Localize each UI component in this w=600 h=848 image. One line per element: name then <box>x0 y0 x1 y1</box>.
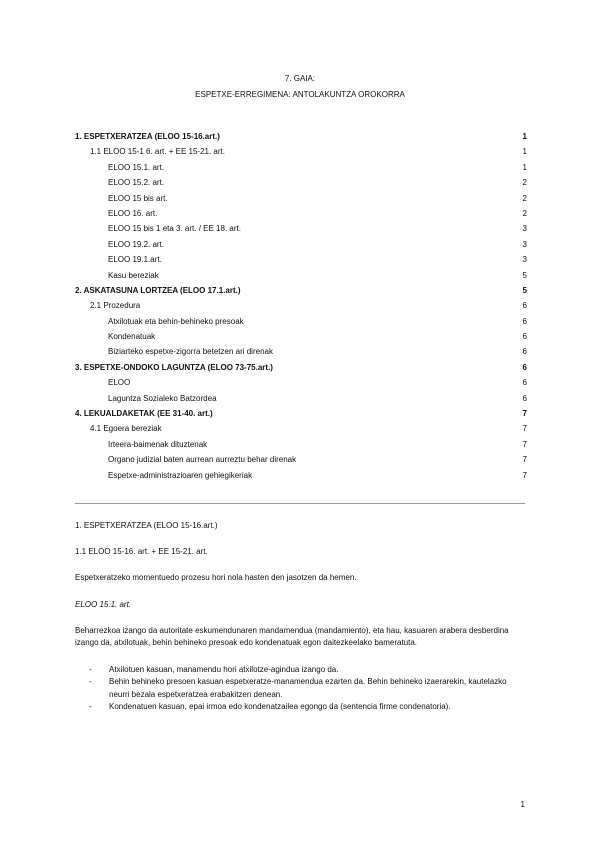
toc-entry[interactable] <box>75 409 527 424</box>
toc-entry-page: 3 <box>522 255 527 265</box>
toc-entry-page: 6 <box>522 362 527 372</box>
toc-entry-title: ELOO 15 bis 1 eta 3. art. / EE 18. art. <box>108 224 241 234</box>
toc-entry-page: 7 <box>522 439 527 449</box>
toc-entry-title: Kondenatuak <box>108 332 156 342</box>
toc-entry[interactable] <box>75 455 527 470</box>
chapter-subtitle: ESPETXE-ERREGIMENA: ANTOLAKUNTZA OROKORRA <box>195 89 405 99</box>
toc-entry-page: 3 <box>522 224 527 234</box>
toc-entry-page: 3 <box>522 239 527 249</box>
toc-entry-title: 3. ESPETXE-ONDOKO LAGUNTZA (ELOO 73-75.art.) <box>75 362 273 372</box>
list-item: - Kondenatuen kasuan, epai irmoa edo kondenatzailea egongo da (sentencia firme condenatoria). <box>75 701 527 713</box>
document-body <box>75 521 527 713</box>
toc-entry-page: 6 <box>522 316 527 326</box>
toc-entry-title: Kasu bereziak <box>108 270 159 280</box>
toc-entry-page: 7 <box>522 424 527 434</box>
toc-entry[interactable] <box>75 209 527 224</box>
toc-entry-title: 1. ESPETXERATZEA (ELOO 15-16.art.) <box>75 132 220 141</box>
toc-entry-title: Organo judizial baten aurrean aurreztu behar direnak <box>108 455 297 465</box>
page-number: 1 <box>520 800 525 809</box>
toc-entry-title: Biziarteko espetxe-zigorra betetzen ari direnak <box>108 347 273 357</box>
toc-entry-title: Irteera-baimenak dituztenak <box>108 439 208 449</box>
toc-entry-page: 7 <box>522 409 527 419</box>
toc-entry-title: 4. LEKUALDAKETAK (EE 31-40. art.) <box>75 409 213 419</box>
toc-entry[interactable] <box>75 471 527 486</box>
toc-entry-page: 1 <box>522 132 527 141</box>
toc-entry-page: 1 <box>522 162 527 172</box>
toc-entry-title: ELOO 19.2. art. <box>108 239 165 249</box>
toc-entry-page: 6 <box>522 301 527 311</box>
toc-entry-title: 2. ASKATASUNA LORTZEA (ELOO 17.1.art.) <box>75 285 241 295</box>
list-item: - Behin behineko presoen kasuan espetxeratze-manamendua ezarten da. Behin behineko izaerarekin, kautelazko neurri bezala espetxeratzea erabakitzen denean. <box>75 676 527 701</box>
article-heading: ELOO 15.1. art. <box>75 599 132 609</box>
toc-entry-page: 5 <box>522 270 527 280</box>
toc-entry[interactable] <box>75 286 527 301</box>
toc-entry[interactable] <box>75 363 527 378</box>
toc-entry[interactable] <box>75 332 527 347</box>
table-of-contents <box>75 132 527 486</box>
body-paragraph: Beharrezkoa izango da autoritate eskumendunaren mandamendua (mandamiento), eta hau, kasuaren arabera desberdina izango da, atxilotuak, behin behineko presoak edo kondenatuak egon daitezkeelako bameratuta. <box>75 625 509 648</box>
bullet-list <box>75 664 527 714</box>
toc-entry[interactable] <box>75 194 527 209</box>
toc-entry-page: 2 <box>522 178 527 188</box>
toc-entry[interactable] <box>75 178 527 193</box>
toc-entry-page: 2 <box>522 193 527 203</box>
toc-entry-page: 6 <box>522 332 527 342</box>
toc-entry-page: 7 <box>522 470 527 480</box>
intro-paragraph: Espetxeratzeko momentuedo prozesu hori nola hasten den jasotzen da hemen. <box>75 573 357 583</box>
toc-entry[interactable] <box>75 224 527 239</box>
toc-entry-title: Atxilotuak eta behin-behineko presoak <box>108 316 244 326</box>
toc-entry-title: ELOO 16. art. <box>108 208 158 218</box>
toc-entry-title: ELOO 19.1.art. <box>108 255 162 265</box>
toc-entry[interactable] <box>75 255 527 270</box>
toc-entry[interactable] <box>75 240 527 255</box>
list-item: - Atxilotuen kasuan, manamendu hori atxilotze-agindua izango da. <box>75 664 527 676</box>
toc-entry-title: Espetxe-administrazioaren gehiegikeriak <box>108 470 253 480</box>
toc-entry-page: 6 <box>522 393 527 403</box>
toc-entry[interactable] <box>75 163 527 178</box>
toc-entry-page: 2 <box>522 208 527 218</box>
toc-entry-page: 5 <box>522 285 527 295</box>
toc-entry[interactable] <box>75 132 527 147</box>
toc-entry[interactable] <box>75 440 527 455</box>
toc-entry[interactable] <box>75 301 527 316</box>
toc-entry-title: 4.1 Egoera bereziak <box>90 424 162 434</box>
subsection-heading: 1.1 ELOO 15-16. art. + EE 15-21. art. <box>75 546 208 556</box>
toc-entry[interactable] <box>75 424 527 439</box>
toc-entry-page: 6 <box>522 347 527 357</box>
toc-entry-title: ELOO 15 bis art. <box>108 193 168 203</box>
toc-entry[interactable] <box>75 271 527 286</box>
section-heading: 1. ESPETXERATZEA (ELOO 15-16.art.) <box>75 521 218 530</box>
document-title <box>0 74 600 105</box>
section-divider <box>75 503 525 504</box>
toc-entry-title: 2.1 Prozedura <box>90 301 141 311</box>
toc-entry-title: ELOO 15.1. art. <box>108 162 165 172</box>
toc-entry[interactable] <box>75 347 527 362</box>
toc-entry-title: Laguntza Sozialeko Batzordea <box>108 393 217 403</box>
toc-entry-title: ELOO 15.2. art. <box>108 178 165 188</box>
toc-entry-title: 1.1 ELOO 15-1 6. art. + EE 15-21. art. <box>90 147 225 157</box>
toc-entry-page: 1 <box>522 147 527 157</box>
toc-entry[interactable] <box>75 394 527 409</box>
toc-entry[interactable] <box>75 378 527 393</box>
toc-entry-page: 6 <box>522 378 527 388</box>
toc-entry-page: 7 <box>522 455 527 465</box>
toc-entry[interactable] <box>75 317 527 332</box>
toc-entry[interactable] <box>75 147 527 162</box>
toc-entry-title: ELOO <box>108 378 131 388</box>
chapter-title: 7. GAIA: <box>284 74 316 83</box>
